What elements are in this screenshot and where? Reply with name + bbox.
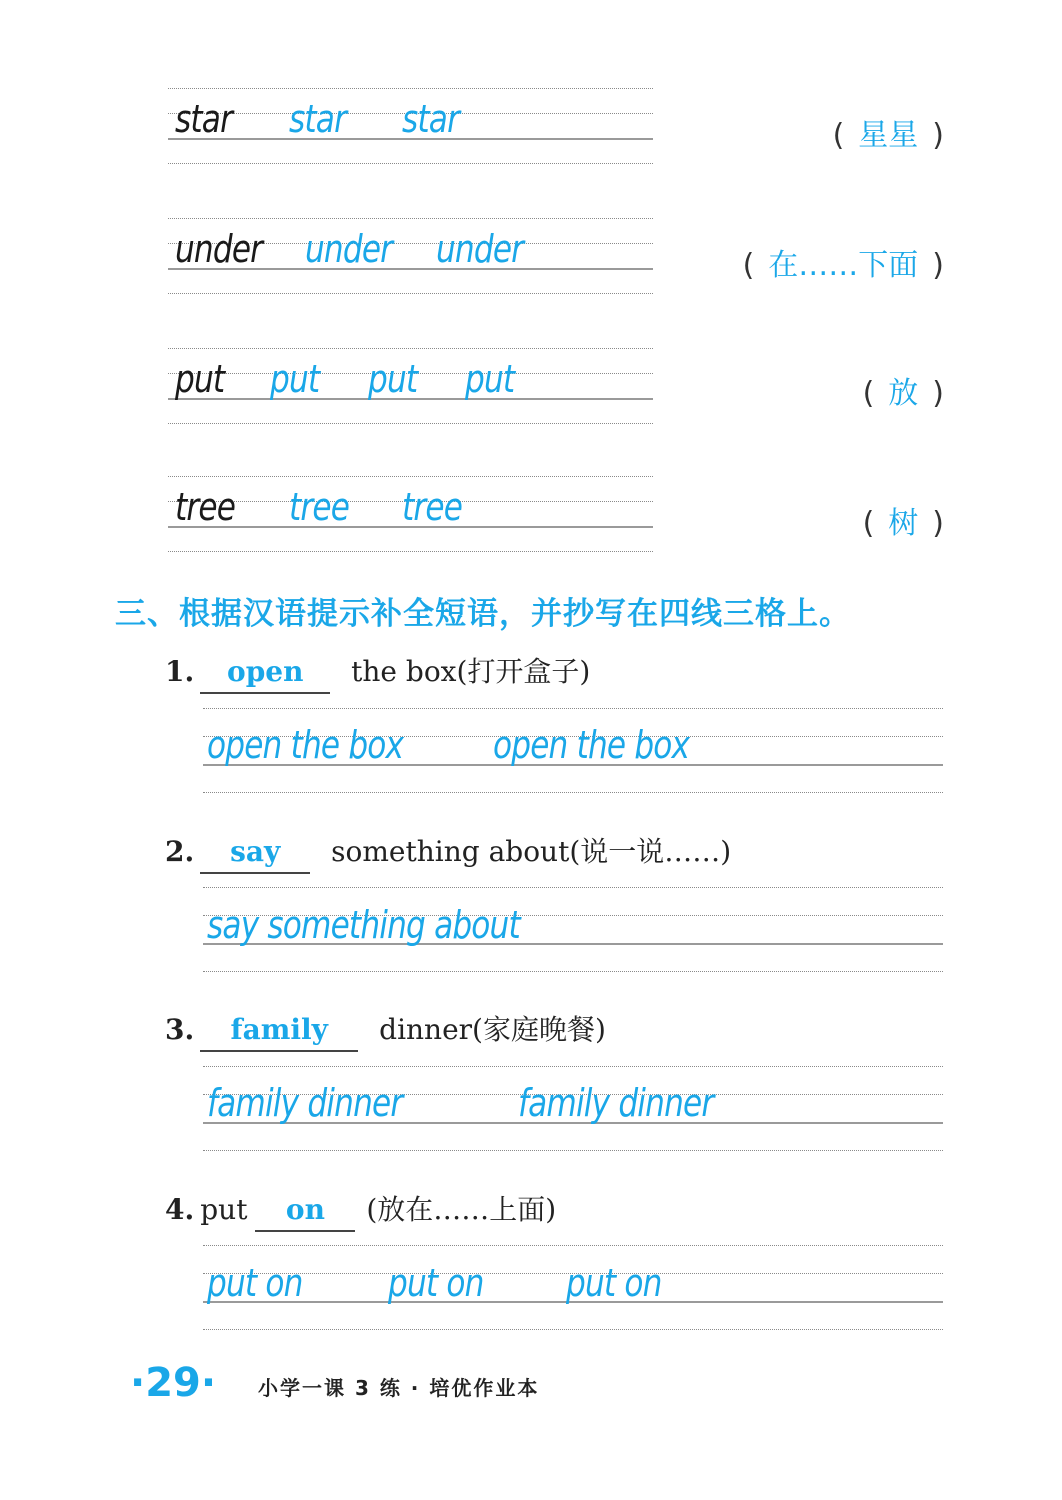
answer-blank: family <box>200 1013 358 1052</box>
model-word: under <box>175 227 263 271</box>
copied-word: under <box>305 227 393 271</box>
word-meaning: ( 树 ) <box>862 506 944 541</box>
copied-word: star <box>289 97 347 141</box>
copied-phrase: family dinner <box>518 1081 714 1125</box>
question-4: 4. put on (放在……上面) <box>165 1188 556 1232</box>
copied-word: star <box>402 97 460 141</box>
word-meaning: ( 在……下面 ) <box>742 248 944 283</box>
answer-blank: on <box>255 1193 355 1232</box>
answer-blank: say <box>200 835 310 874</box>
copied-word: tree <box>402 485 463 529</box>
question-2: 2. say something about(说一说……) <box>165 830 731 874</box>
word-meaning: ( 放 ) <box>862 376 944 411</box>
section-title: 三、根据汉语提示补全短语，并抄写在四线三格上。 <box>115 596 851 632</box>
word-meaning: ( 星星 ) <box>832 118 944 153</box>
question-text: dinner(家庭晚餐) <box>379 1013 606 1046</box>
copied-phrase: open the box <box>207 723 404 767</box>
copied-phrase: open the box <box>493 723 690 767</box>
answer-blank: open <box>200 655 330 694</box>
question-text: (放在……上面) <box>366 1193 557 1226</box>
copied-phrase: family dinner <box>207 1081 403 1125</box>
question-3: 3. family dinner(家庭晚餐) <box>165 1008 606 1052</box>
question-text: the box(打开盒子) <box>351 655 591 688</box>
copied-phrase: say something about <box>207 903 520 947</box>
model-word: star <box>175 97 233 141</box>
page-number: ·29· <box>130 1360 217 1406</box>
copied-word: put <box>270 357 320 401</box>
question-text: something about(说一说……) <box>331 835 732 868</box>
copied-word: put <box>368 357 418 401</box>
copied-word: put <box>465 357 515 401</box>
question-1: 1. open the box(打开盒子) <box>165 650 590 694</box>
copied-phrase: put on <box>566 1261 662 1305</box>
model-word: put <box>175 357 225 401</box>
model-word: tree <box>175 485 236 529</box>
copied-phrase: put on <box>207 1261 303 1305</box>
copied-phrase: put on <box>388 1261 484 1305</box>
copied-word: under <box>436 227 524 271</box>
copied-word: tree <box>289 485 350 529</box>
book-title: 小学一课 3 练 · 培优作业本 <box>258 1376 540 1400</box>
